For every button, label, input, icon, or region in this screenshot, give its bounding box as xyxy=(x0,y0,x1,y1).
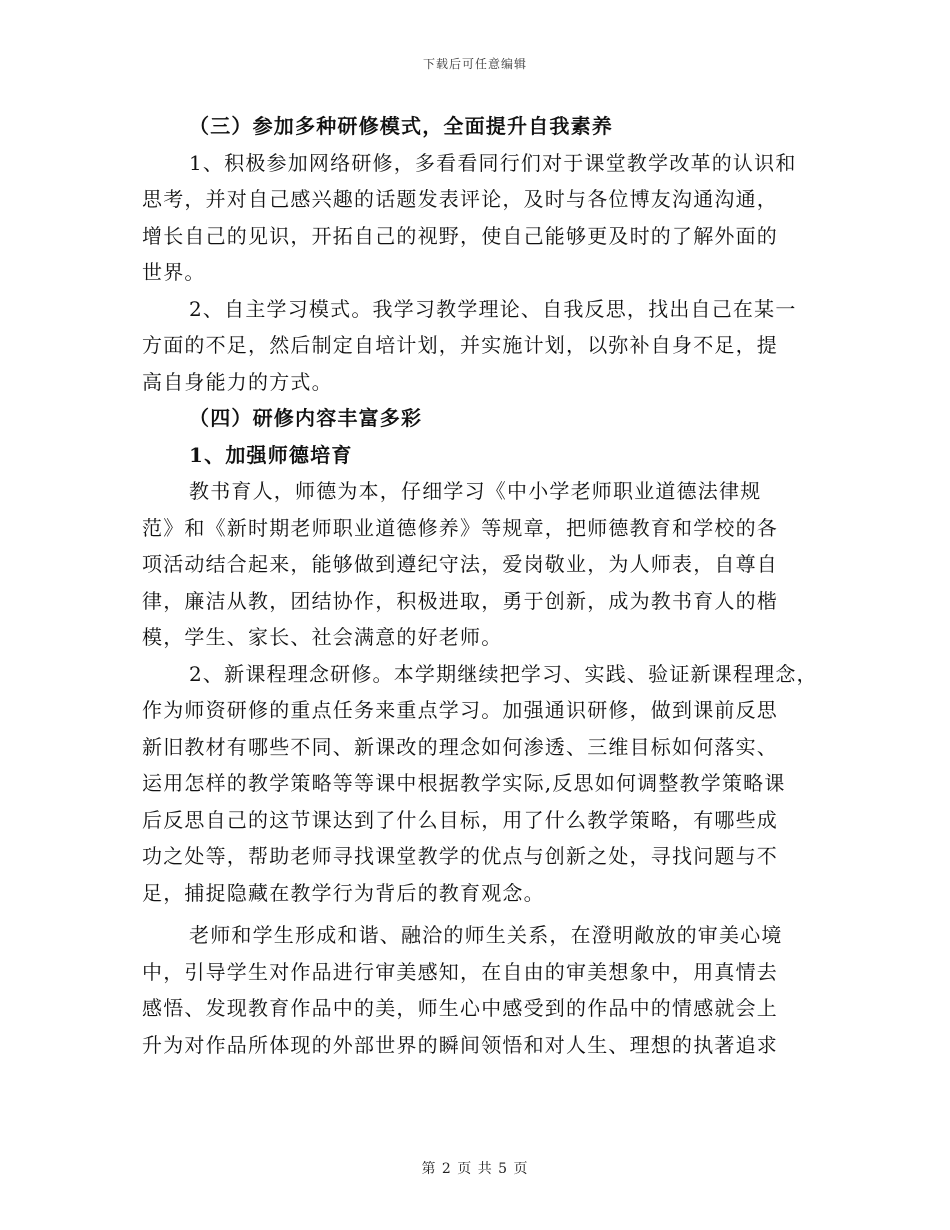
paragraph-line: 后反思自己的这节课达到了什么目标，用了什么教学策略，有哪些成 xyxy=(142,807,778,832)
page-header: 下载后可任意编辑 xyxy=(422,57,527,71)
paragraph-line: 足，捕捉隐藏在教学行为背后的教育观念。 xyxy=(142,880,545,905)
paragraph-line: 律，廉洁从教，团结协作，积极进取，勇于创新，成为教书育人的楷 xyxy=(142,588,778,613)
paragraph-line: 项活动结合起来，能够做到遵纪守法，爱岗敬业，为人师表，自尊自 xyxy=(142,552,778,576)
paragraph-line: 模，学生、家长、社会满意的好老师。 xyxy=(142,625,503,649)
paragraph-line: 运用怎样的教学策略等等课中根据教学实际,反思如何调整教学策略课 xyxy=(142,771,786,795)
paragraph-line: 1、积极参加网络研修，多看看同行们对于课堂教学改革的认识和 xyxy=(189,150,797,175)
paragraph-line: 中，引导学生对作品进行审美感知，在自由的审美想象中，用真情去 xyxy=(142,959,778,984)
document-body xyxy=(142,108,818,1063)
paragraph-line: 老师和学生形成和谐、融洽的师生关系，在澄明敞放的审美心境 xyxy=(189,923,783,947)
paragraph-line: 升为对作品所体现的外部世界的瞬间领悟和对人生、理想的执著追求 xyxy=(142,1032,778,1057)
paragraph-line: 感悟、发现教育作品中的美，师生心中感受到的作品中的情感就会上 xyxy=(142,996,778,1020)
paragraph-line: 世界。 xyxy=(142,260,206,284)
subsection-heading: 1、加强师德培育 xyxy=(189,442,353,467)
paragraph-line: 功之处等，帮助老师寻找课堂教学的优点与创新之处，寻找问题与不 xyxy=(142,844,778,868)
paragraph-line: 方面的不足，然后制定自培计划，并实施计划，以弥补自身不足，提 xyxy=(142,333,778,357)
paragraph-line: 高自身能力的方式。 xyxy=(142,369,333,394)
paragraph-line: 2、新课程理念研修。本学期继续把学习、实践、验证新课程理念， xyxy=(189,661,818,686)
paragraph-line: 增长自己的见识，开拓自己的视野，使自己能够更及时的了解外面的 xyxy=(142,223,778,248)
paragraph-line: 作为师资研修的重点任务来重点学习。加强通识研修，做到课前反思 xyxy=(142,698,778,722)
section-heading-3: （三）参加多种研修模式，全面提升自我素养 xyxy=(189,114,613,138)
paragraph-line: 范》和《新时期老师职业道德修养》等规章，把师德教育和学校的各 xyxy=(142,515,778,540)
paragraph-line: 2、自主学习模式。我学习教学理论、自我反思，找出自己在某一 xyxy=(189,296,797,321)
paragraph-line: 思考，并对自己感兴趣的话题发表评论，及时与各位博友沟通沟通， xyxy=(142,187,778,211)
page-number: 第 2 页 共 5 页 xyxy=(421,1161,529,1177)
paragraph-line: 新旧教材有哪些不同、新课改的理念如何渗透、三维目标如何落实、 xyxy=(142,734,778,759)
section-heading-4: （四）研修内容丰富多彩 xyxy=(189,406,423,430)
paragraph-line: 教书育人，师德为本，仔细学习《中小学老师职业道德法律规 xyxy=(189,479,762,503)
